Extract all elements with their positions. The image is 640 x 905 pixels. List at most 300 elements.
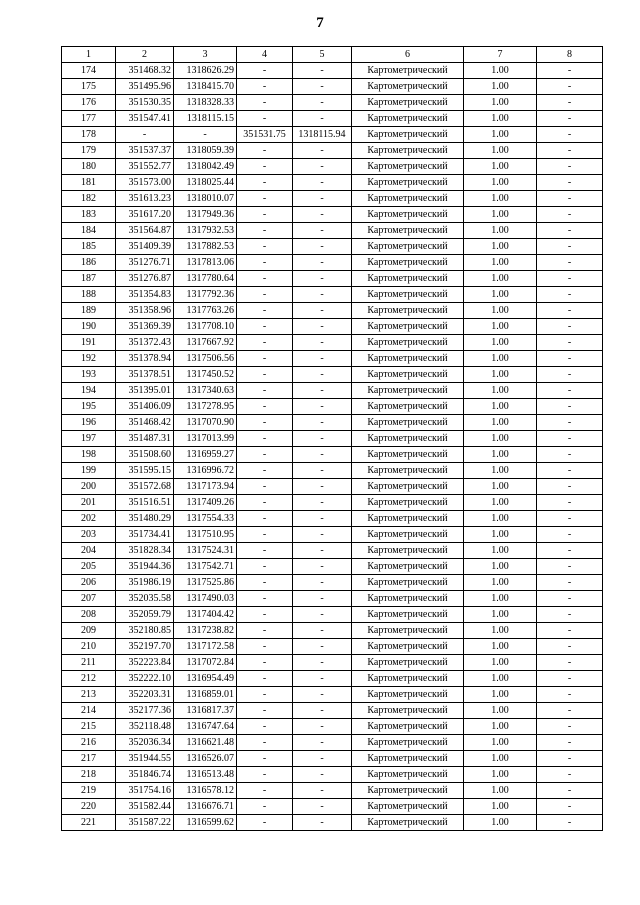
- table-cell: -: [537, 127, 603, 143]
- table-cell: 1318415.70: [174, 79, 237, 95]
- table-row: [62, 143, 603, 159]
- table-cell: 205: [62, 559, 116, 575]
- table-cell: 1.00: [464, 799, 537, 815]
- table-cell: 1.00: [464, 735, 537, 751]
- table-cell: 352223.84: [116, 655, 174, 671]
- table-cell: -: [293, 351, 352, 367]
- table-cell: Картометрический: [352, 239, 464, 255]
- table-cell: 352035.58: [116, 591, 174, 607]
- table-cell: -: [293, 671, 352, 687]
- table-cell: -: [293, 655, 352, 671]
- table-cell: 1316526.07: [174, 751, 237, 767]
- table-cell: 351495.96: [116, 79, 174, 95]
- table-cell: Картометрический: [352, 175, 464, 191]
- table-cell: 215: [62, 719, 116, 735]
- table-cell: -: [537, 447, 603, 463]
- table-cell: 1316599.62: [174, 815, 237, 831]
- table-cell: 176: [62, 95, 116, 111]
- table-row: [62, 415, 603, 431]
- table-cell: 220: [62, 799, 116, 815]
- column-header: 8: [537, 47, 603, 63]
- table-cell: 351613.23: [116, 191, 174, 207]
- table-row: [62, 111, 603, 127]
- table-cell: Картометрический: [352, 767, 464, 783]
- table-cell: 1.00: [464, 111, 537, 127]
- table-cell: -: [537, 623, 603, 639]
- table-cell: 178: [62, 127, 116, 143]
- table-cell: -: [237, 703, 293, 719]
- table-cell: 1318010.07: [174, 191, 237, 207]
- table-cell: -: [537, 303, 603, 319]
- table-cell: -: [237, 351, 293, 367]
- table-cell: 1.00: [464, 671, 537, 687]
- table-cell: -: [293, 111, 352, 127]
- table-cell: -: [537, 207, 603, 223]
- table-cell: 1318626.29: [174, 63, 237, 79]
- table-cell: 1317554.33: [174, 511, 237, 527]
- table-cell: -: [237, 159, 293, 175]
- table-cell: -: [174, 127, 237, 143]
- table-cell: -: [237, 431, 293, 447]
- table-cell: 351944.55: [116, 751, 174, 767]
- table-cell: -: [293, 815, 352, 831]
- table-cell: -: [537, 175, 603, 191]
- table-cell: -: [537, 335, 603, 351]
- table-cell: 1.00: [464, 159, 537, 175]
- table-cell: 175: [62, 79, 116, 95]
- table-cell: 219: [62, 783, 116, 799]
- column-header: 7: [464, 47, 537, 63]
- table-cell: -: [237, 335, 293, 351]
- table-cell: -: [537, 111, 603, 127]
- table-row: [62, 479, 603, 495]
- table-cell: -: [237, 655, 293, 671]
- table-cell: 1.00: [464, 207, 537, 223]
- table-cell: 1317882.53: [174, 239, 237, 255]
- table-cell: 1317490.03: [174, 591, 237, 607]
- table-cell: -: [237, 319, 293, 335]
- table-cell: Картометрический: [352, 575, 464, 591]
- table-cell: 204: [62, 543, 116, 559]
- table-row: [62, 431, 603, 447]
- table-cell: -: [537, 463, 603, 479]
- table-cell: -: [537, 79, 603, 95]
- table-cell: 1317450.52: [174, 367, 237, 383]
- table-cell: -: [237, 399, 293, 415]
- table-cell: -: [237, 383, 293, 399]
- table-cell: -: [537, 543, 603, 559]
- table-cell: 1316621.48: [174, 735, 237, 751]
- table-row: [62, 79, 603, 95]
- table-cell: -: [293, 591, 352, 607]
- table-cell: Картометрический: [352, 639, 464, 655]
- table-cell: 1.00: [464, 95, 537, 111]
- table-cell: 181: [62, 175, 116, 191]
- table-cell: -: [537, 191, 603, 207]
- table-row: [62, 703, 603, 719]
- table-cell: 202: [62, 511, 116, 527]
- table-row: [62, 207, 603, 223]
- table-cell: 190: [62, 319, 116, 335]
- table-cell: -: [237, 111, 293, 127]
- table-cell: -: [237, 575, 293, 591]
- table-cell: 180: [62, 159, 116, 175]
- table-cell: -: [537, 431, 603, 447]
- table-row: [62, 447, 603, 463]
- table-cell: -: [237, 495, 293, 511]
- table-cell: 351395.01: [116, 383, 174, 399]
- table-cell: -: [537, 479, 603, 495]
- table-cell: 1316954.49: [174, 671, 237, 687]
- table-row: [62, 607, 603, 623]
- table-row: [62, 191, 603, 207]
- table-cell: 1.00: [464, 767, 537, 783]
- table-cell: Картометрический: [352, 271, 464, 287]
- table-cell: Картометрический: [352, 303, 464, 319]
- table-cell: Картометрический: [352, 191, 464, 207]
- table-cell: -: [237, 623, 293, 639]
- table-cell: -: [537, 271, 603, 287]
- table-cell: 352180.85: [116, 623, 174, 639]
- table-cell: -: [293, 559, 352, 575]
- table-cell: Картометрический: [352, 255, 464, 271]
- table-cell: -: [537, 351, 603, 367]
- table-cell: 1.00: [464, 447, 537, 463]
- table-row: [62, 223, 603, 239]
- table-cell: -: [237, 639, 293, 655]
- table-cell: 214: [62, 703, 116, 719]
- table-cell: 1.00: [464, 319, 537, 335]
- table-cell: Картометрический: [352, 431, 464, 447]
- column-header: 4: [237, 47, 293, 63]
- table-cell: Картометрический: [352, 703, 464, 719]
- table-cell: -: [293, 575, 352, 591]
- table-cell: 1317780.64: [174, 271, 237, 287]
- table-cell: 351828.34: [116, 543, 174, 559]
- table-cell: -: [537, 687, 603, 703]
- table-cell: Картометрический: [352, 335, 464, 351]
- table-cell: 1317404.42: [174, 607, 237, 623]
- table-cell: 351537.37: [116, 143, 174, 159]
- table-cell: 351354.83: [116, 287, 174, 303]
- table-row: [62, 383, 603, 399]
- table-cell: Картометрический: [352, 591, 464, 607]
- table-cell: 352059.79: [116, 607, 174, 623]
- table-cell: -: [293, 159, 352, 175]
- table-cell: -: [537, 607, 603, 623]
- table-cell: 1.00: [464, 511, 537, 527]
- table-row: [62, 319, 603, 335]
- table-row: [62, 175, 603, 191]
- table-cell: -: [293, 207, 352, 223]
- table-cell: 196: [62, 415, 116, 431]
- table-cell: 351480.29: [116, 511, 174, 527]
- table-cell: 211: [62, 655, 116, 671]
- table-cell: -: [293, 799, 352, 815]
- table-row: [62, 303, 603, 319]
- table-cell: -: [237, 207, 293, 223]
- table-cell: 351516.51: [116, 495, 174, 511]
- table-cell: 183: [62, 207, 116, 223]
- table-cell: 351595.15: [116, 463, 174, 479]
- table-cell: 1316676.71: [174, 799, 237, 815]
- table-cell: -: [237, 591, 293, 607]
- table-row: [62, 527, 603, 543]
- table-row: [62, 159, 603, 175]
- table-cell: 182: [62, 191, 116, 207]
- table-cell: 351531.75: [237, 127, 293, 143]
- coordinates-table: [61, 46, 603, 831]
- table-cell: 351573.00: [116, 175, 174, 191]
- table-row: [62, 127, 603, 143]
- table-cell: -: [537, 319, 603, 335]
- table-cell: 1318115.15: [174, 111, 237, 127]
- table-cell: Картометрический: [352, 79, 464, 95]
- table-row: [62, 799, 603, 815]
- table-cell: 209: [62, 623, 116, 639]
- table-cell: 221: [62, 815, 116, 831]
- table-cell: 1317763.26: [174, 303, 237, 319]
- table-cell: 1317792.36: [174, 287, 237, 303]
- table-cell: 207: [62, 591, 116, 607]
- table-cell: -: [237, 815, 293, 831]
- table-cell: 1317932.53: [174, 223, 237, 239]
- table-cell: -: [293, 287, 352, 303]
- table-cell: -: [293, 143, 352, 159]
- table-cell: -: [293, 607, 352, 623]
- table-cell: 351468.32: [116, 63, 174, 79]
- table-row: [62, 639, 603, 655]
- table-cell: 1317813.06: [174, 255, 237, 271]
- table-cell: -: [537, 383, 603, 399]
- table-cell: 197: [62, 431, 116, 447]
- table-cell: Картометрический: [352, 159, 464, 175]
- table-cell: Картометрический: [352, 687, 464, 703]
- table-cell: Картометрический: [352, 127, 464, 143]
- table-cell: -: [237, 255, 293, 271]
- table-cell: -: [293, 767, 352, 783]
- table-cell: Картометрический: [352, 623, 464, 639]
- table-cell: 179: [62, 143, 116, 159]
- table-cell: 1.00: [464, 367, 537, 383]
- table-row: [62, 655, 603, 671]
- table-cell: -: [537, 255, 603, 271]
- table-cell: 1.00: [464, 655, 537, 671]
- table-cell: 351734.41: [116, 527, 174, 543]
- table-cell: -: [537, 287, 603, 303]
- table-cell: 351582.44: [116, 799, 174, 815]
- table-cell: -: [237, 719, 293, 735]
- table-cell: 188: [62, 287, 116, 303]
- table-cell: Картометрический: [352, 223, 464, 239]
- table-cell: 1.00: [464, 559, 537, 575]
- table-row: [62, 495, 603, 511]
- table-row: [62, 271, 603, 287]
- table-row: [62, 335, 603, 351]
- table-cell: -: [293, 431, 352, 447]
- table-cell: -: [237, 63, 293, 79]
- table-cell: -: [237, 287, 293, 303]
- table-cell: 174: [62, 63, 116, 79]
- table-row: [62, 367, 603, 383]
- table-cell: 1317409.26: [174, 495, 237, 511]
- column-header: 1: [62, 47, 116, 63]
- table-cell: 1.00: [464, 127, 537, 143]
- table-cell: -: [293, 79, 352, 95]
- table-cell: 351358.96: [116, 303, 174, 319]
- column-header: 3: [174, 47, 237, 63]
- table-cell: -: [293, 639, 352, 655]
- table-cell: 352203.31: [116, 687, 174, 703]
- table-cell: -: [293, 751, 352, 767]
- table-cell: 1317510.95: [174, 527, 237, 543]
- table-cell: -: [293, 415, 352, 431]
- table-cell: 1.00: [464, 639, 537, 655]
- table-cell: 1.00: [464, 687, 537, 703]
- table-cell: -: [537, 671, 603, 687]
- table-cell: -: [293, 703, 352, 719]
- table-cell: 1.00: [464, 495, 537, 511]
- table-cell: Картометрический: [352, 671, 464, 687]
- table-cell: Картометрический: [352, 95, 464, 111]
- table-cell: -: [537, 95, 603, 111]
- table-cell: -: [537, 239, 603, 255]
- table-cell: 189: [62, 303, 116, 319]
- table-cell: Картометрический: [352, 543, 464, 559]
- table-cell: -: [293, 191, 352, 207]
- table-cell: -: [237, 799, 293, 815]
- table-cell: -: [237, 95, 293, 111]
- table-cell: -: [293, 623, 352, 639]
- table-row: [62, 511, 603, 527]
- table-cell: Картометрический: [352, 559, 464, 575]
- table-cell: Картометрический: [352, 719, 464, 735]
- table-row: [62, 671, 603, 687]
- table-row: [62, 751, 603, 767]
- table-cell: -: [237, 447, 293, 463]
- table-cell: -: [537, 783, 603, 799]
- table-cell: 351406.09: [116, 399, 174, 415]
- table-row: [62, 591, 603, 607]
- table-cell: -: [293, 63, 352, 79]
- table-cell: -: [116, 127, 174, 143]
- table-cell: -: [237, 559, 293, 575]
- table-cell: 208: [62, 607, 116, 623]
- table-cell: 1316959.27: [174, 447, 237, 463]
- table-row: [62, 623, 603, 639]
- table-cell: 351846.74: [116, 767, 174, 783]
- table-cell: 1.00: [464, 383, 537, 399]
- table-cell: Картометрический: [352, 207, 464, 223]
- table-cell: 1317542.71: [174, 559, 237, 575]
- table-cell: Картометрический: [352, 495, 464, 511]
- table-cell: -: [293, 447, 352, 463]
- table-cell: 1318115.94: [293, 127, 352, 143]
- table-cell: -: [537, 799, 603, 815]
- table-cell: 351547.41: [116, 111, 174, 127]
- table-cell: 1.00: [464, 623, 537, 639]
- table-cell: -: [237, 79, 293, 95]
- table-cell: Картометрический: [352, 447, 464, 463]
- table-cell: 351986.19: [116, 575, 174, 591]
- table-cell: 186: [62, 255, 116, 271]
- table-cell: 1.00: [464, 303, 537, 319]
- table-cell: -: [537, 719, 603, 735]
- table-cell: 351372.43: [116, 335, 174, 351]
- table-row: [62, 351, 603, 367]
- table-cell: -: [537, 655, 603, 671]
- table-cell: 1317708.10: [174, 319, 237, 335]
- table-cell: 1317506.56: [174, 351, 237, 367]
- table-cell: -: [237, 607, 293, 623]
- table-cell: -: [293, 511, 352, 527]
- table-cell: 1.00: [464, 703, 537, 719]
- table-header-row: [62, 47, 603, 63]
- table-cell: 1.00: [464, 143, 537, 159]
- table-cell: 194: [62, 383, 116, 399]
- table-cell: 206: [62, 575, 116, 591]
- table-cell: -: [237, 767, 293, 783]
- table-cell: 351572.68: [116, 479, 174, 495]
- table-cell: 198: [62, 447, 116, 463]
- table-cell: 192: [62, 351, 116, 367]
- table-row: [62, 463, 603, 479]
- table-cell: -: [293, 735, 352, 751]
- table-cell: 1.00: [464, 271, 537, 287]
- table-cell: -: [293, 303, 352, 319]
- table-cell: 1316817.37: [174, 703, 237, 719]
- table-cell: -: [237, 783, 293, 799]
- table-cell: -: [293, 95, 352, 111]
- table-row: [62, 63, 603, 79]
- table-cell: 1317013.99: [174, 431, 237, 447]
- table-cell: 1.00: [464, 463, 537, 479]
- table-cell: -: [537, 703, 603, 719]
- table-cell: 1318042.49: [174, 159, 237, 175]
- table-cell: 201: [62, 495, 116, 511]
- table-cell: -: [293, 543, 352, 559]
- table-cell: 1318059.39: [174, 143, 237, 159]
- table-cell: 352197.70: [116, 639, 174, 655]
- table-cell: 177: [62, 111, 116, 127]
- table-cell: 351617.20: [116, 207, 174, 223]
- table-cell: 1317667.92: [174, 335, 237, 351]
- table-cell: Картометрический: [352, 383, 464, 399]
- table-cell: -: [537, 559, 603, 575]
- table-cell: -: [293, 319, 352, 335]
- table-cell: Картометрический: [352, 351, 464, 367]
- table-row: [62, 783, 603, 799]
- page-number: 7: [316, 15, 324, 31]
- table-cell: 1316747.64: [174, 719, 237, 735]
- table-cell: Картометрический: [352, 63, 464, 79]
- table-cell: 351276.87: [116, 271, 174, 287]
- table-cell: -: [293, 175, 352, 191]
- table-cell: 1.00: [464, 575, 537, 591]
- table-cell: 1317524.31: [174, 543, 237, 559]
- table-cell: -: [293, 783, 352, 799]
- table-cell: Картометрический: [352, 735, 464, 751]
- table-cell: 217: [62, 751, 116, 767]
- table-cell: 351276.71: [116, 255, 174, 271]
- table-cell: 1317949.36: [174, 207, 237, 223]
- table-cell: 1.00: [464, 607, 537, 623]
- table-cell: -: [537, 415, 603, 431]
- table-cell: 1.00: [464, 399, 537, 415]
- table-cell: 1.00: [464, 431, 537, 447]
- table-cell: Картометрический: [352, 367, 464, 383]
- table-cell: -: [237, 415, 293, 431]
